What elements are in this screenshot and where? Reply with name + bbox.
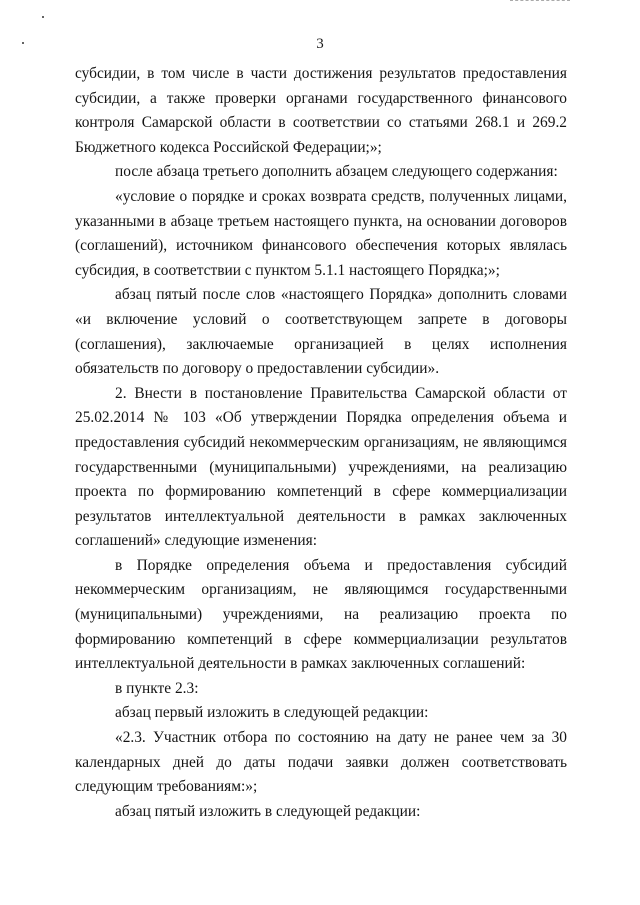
paragraph-clause-2-3: в пункте 2.3: <box>115 679 199 697</box>
paragraph-fifth-new-wording: абзац пятый изложить в следующей редакции: <box>115 802 421 820</box>
paragraph-first-new-wording: абзац первый изложить в следующей редакции: <box>115 704 429 722</box>
document-body <box>75 62 567 824</box>
paragraph-continuation: субсидии, в том числе в части достижения результатов предоставления субсидии, а также проверки органами государственного финансового контроля Самарской области в соответствии со статьями 268.1 и 269.2 Бюджетного кодекса Российской Федерации;»; <box>75 65 567 156</box>
scan-speck <box>42 16 44 18</box>
paragraph-participant-requirements: «2.3. Участник отбора по состоянию на дату не ранее чем за 30 календарных дней до даты подачи заявки должен соответствовать следующим требованиям:»; <box>75 729 567 796</box>
scan-edge-mark <box>510 0 570 2</box>
paragraph-fifth-addition: абзац пятый после слов «настоящего Порядка» дополнить словами «и включение условий о соответствующем запрете в договоры (соглашения), заключаемые организацией в целях исполнения обязательств по договору о предоставлении субсидии». <box>75 286 567 378</box>
paragraph-item-2: 2. Внести в постановление Правительства Самарской области от 25.02.2014 № 103 «Об утверждении Порядка определения объема и предоставления субсидий некоммерческим организациям, не являющимся государственными (муниципальными) учреждениями, на реализацию проекта по формированию компетенций в сфере коммерциализации результатов интеллектуальной деятельности в рамках заключенных соглашений» следующие изменения: <box>75 384 567 550</box>
paragraph-procedure: в Порядке определения объема и предоставления субсидий некоммерческим организациям, не являющимся государственными (муниципальными) учреждениями, на реализацию проекта по формированию компетенций в сфере коммерциализации результатов интеллектуальной деятельности в рамках заключенных соглашений: <box>75 556 567 673</box>
paragraph-return-condition: «условие о порядке и сроках возврата средств, полученных лицами, указанными в абзаце третьем настоящего пункта, на основании договоров (соглашений), источником финансового обеспечения которых являлась субсидия, в соответствии с пунктом 5.1.1 настоящего Порядка;»; <box>75 187 567 279</box>
paragraph-insert-after-third: после абзаца третьего дополнить абзацем следующего содержания: <box>115 163 558 181</box>
page-number: 3 <box>316 36 324 52</box>
